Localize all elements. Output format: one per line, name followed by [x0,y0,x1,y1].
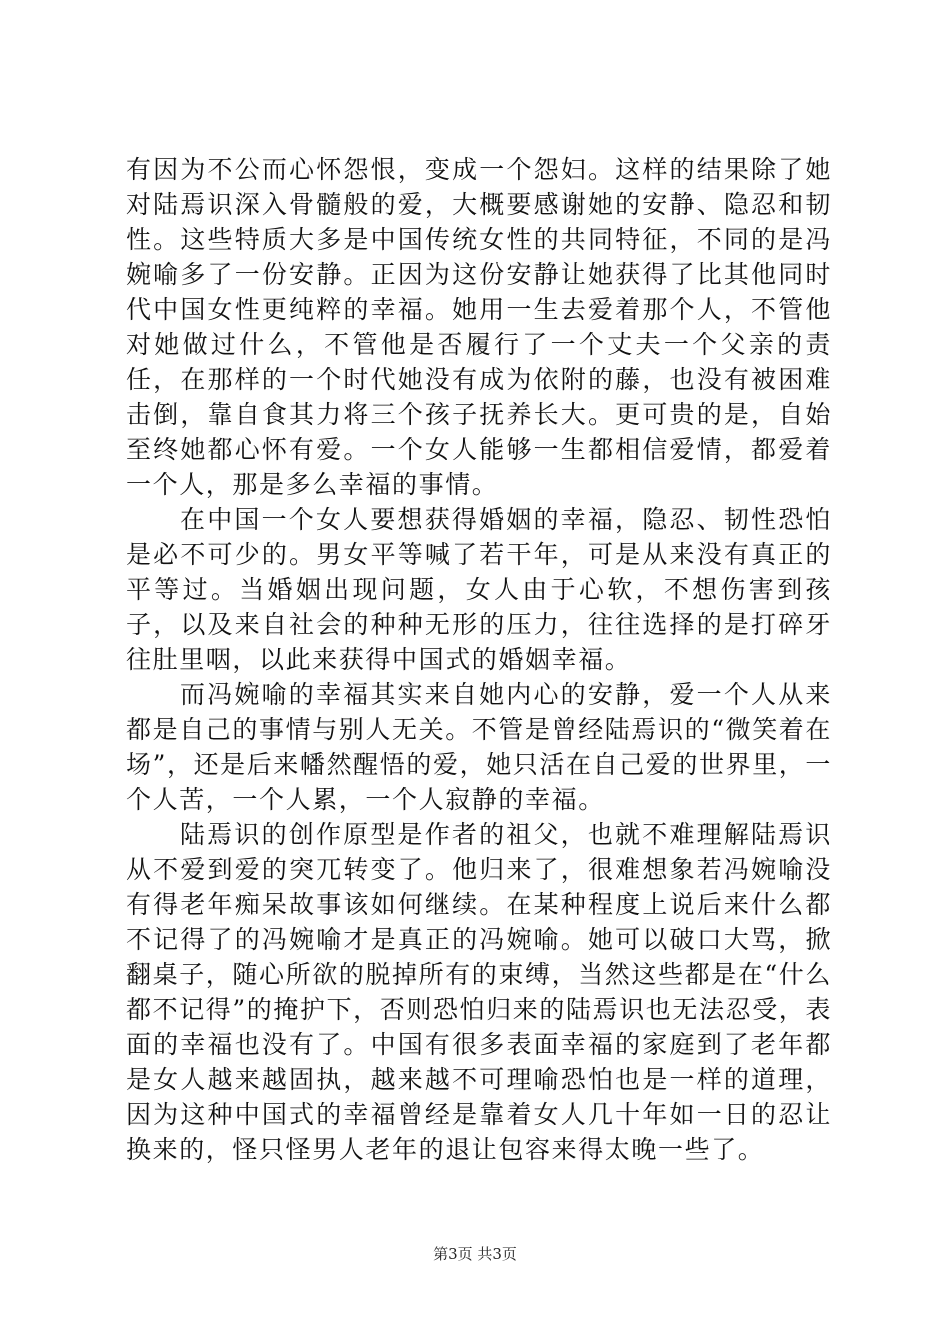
paragraph: 而冯婉喻的幸福其实来自她内心的安静，爱一个人从来都是自己的事情与别人无关。不管是曾经陆焉识的“微笑着在场”，还是后来幡然醒悟的爱，她只活在自己爱的世界里，一个人苦，一个人累，一个人寂静的幸福。 [126,680,832,814]
paragraph: 陆焉识的创作原型是作者的祖父，也就不难理解陆焉识从不爱到爱的突兀转变了。他归来了，很难想象若冯婉喻没有得老年痴呆故事该如何继续。在某种程度上说后来什么都不记得了的冯婉喻才是真正的冯婉喻。她可以破口大骂，掀翻桌子，随心所欲的脱掉所有的束缚，当然这些都是在“什么都不记得”的掩护下，否则恐怕归来的陆焉识也无法忍受，表面的幸福也没有了。中国有很多表面幸福的家庭到了老年都是女人越来越固执，越来越不可理喻恐怕也是一样的道理，因为这种中国式的幸福曾经是靠着女人几十年如一日的忍让换来的，怪只怪男人老年的退让包容来得太晚一些了。 [126,820,832,1164]
page-number-footer: 第3页 共3页 [433,1245,517,1263]
paragraph: 在中国一个女人要想获得婚姻的幸福，隐忍、韧性恐怕是必不可少的。男女平等喊了若干年，可是从来没有真正的平等过。当婚姻出现问题，女人由于心软，不想伤害到孩子，以及来自社会的种种无形的压力，往往选择的是打碎牙往肚里咽，以此来获得中国式的婚姻幸福。 [126,505,832,674]
paragraph-continued: 有因为不公而心怀怨恨，变成一个怨妇。这样的结果除了她对陆焉识深入骨髓般的爱，大概要感谢她的安静、隐忍和韧性。这些特质大多是中国传统女性的共同特征，不同的是冯婉喻多了一份安静。正因为这份安静让她获得了比其他同时代中国女性更纯粹的幸福。她用一生去爱着那个人，不管他对她做过什么，不管他是否履行了一个丈夫一个父亲的责任，在那样的一个时代她没有成为依附的藤，也没有被困难击倒，靠自食其力将三个孩子抚养长大。更可贵的是，自始至终她都心怀有爱。一个女人能够一生都相信爱情，都爱着一个人，那是多么幸福的事情。 [126,155,832,499]
document-body [126,152,832,1167]
